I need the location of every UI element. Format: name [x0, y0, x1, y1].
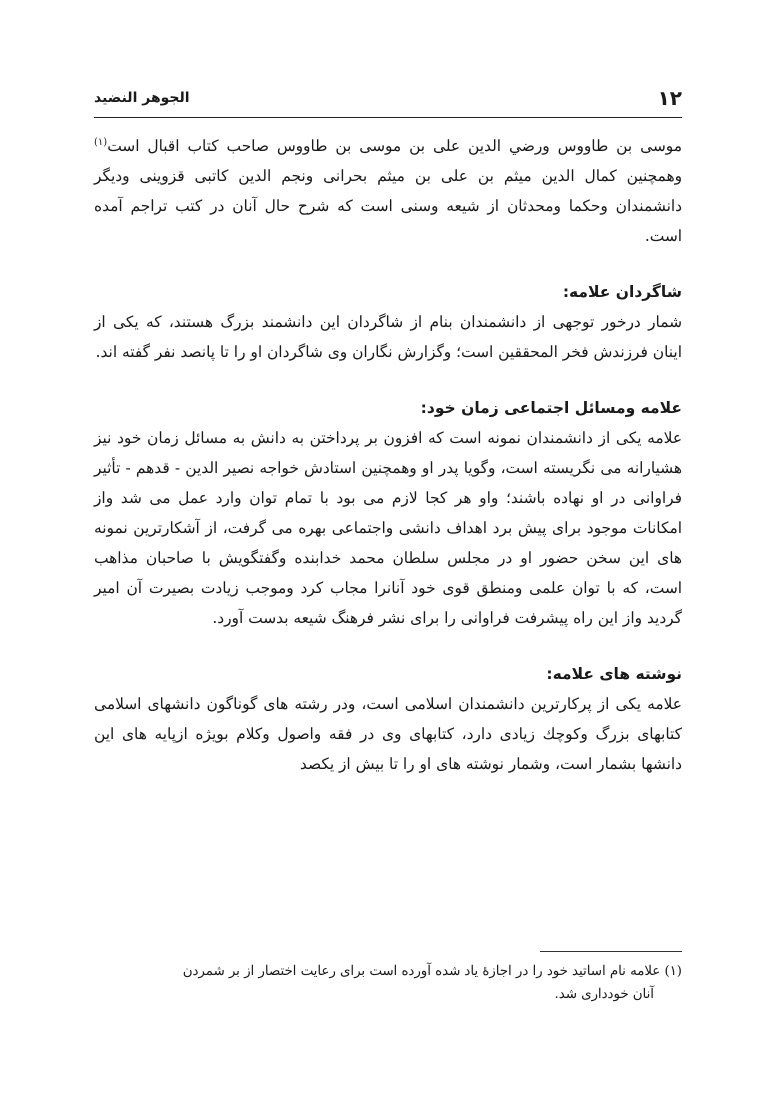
- footnote-text-line1: علامه نام اساتيد خود را در اجازۀ ياد شده آورده است براى رعايت اختصار از بر شمردن: [182, 964, 661, 979]
- intro-paragraph: [94, 131, 682, 251]
- section-heading-writings: نوشته هاى علامه:: [546, 665, 682, 683]
- section-paragraph-writings: علامه يكى از پركارترين دانشمندان اسلامى است، ودر رشته هاى گوناگون دانشهاى اسلامى كتابهاى بزرگ وكوچك زيادى دارد، كتابهاى وى در فقه واصول وكلام بويژه ازپايه هاى اين دانشها بشمار است، وشمار نوشته هاى او را تا بيش از يكصد: [94, 695, 682, 773]
- section-heading-students: شاگردان علامه:: [562, 283, 682, 301]
- section-heading-social-issues: علامه ومسائل اجتماعى زمان خود:: [420, 399, 682, 417]
- footnote-mark: (١): [664, 964, 682, 979]
- running-title: الجوهر النضيد: [94, 90, 190, 106]
- footnote-line: [94, 960, 682, 983]
- intro-text-start: موسى بن طاووس ورضي الدين على بن موسى بن طاووس صاحب كتاب اقبال است: [107, 137, 682, 155]
- page-header: [94, 86, 682, 114]
- section-paragraph-social-issues: علامه يكى از دانشمندان نمونه است كه افزون بر پرداختن به دانش به مسائل زمان خود نيز هشيارانه مى نگريسته است، وگويا پدر او وهمچنين استادش خواجه نصير الدين - قدهم - تأثير فراوانى در او نهاده باشند؛ واو هر كجا لازم مى بود با تمام توان وارد عمل مى شد واز امكانات موجود براى پيش برد اهداف دانشى واجتماعى بهره مى گرفت، از آشكارترين نمونه هاى اين سخن حضور او در مجلس سلطان محمد خدابنده وگفتگويش با صاحبان مذاهب است، كه با توان علمى ومنطق قوى خود آنانرا مجاب كرد وموجب زيادت بصيرت آن امير گرديد واز اين راه پيشرفت فراوانى را براى نشر فرهنگ شيعه بدست آورد.: [94, 429, 682, 627]
- header-divider: [94, 117, 682, 118]
- main-text: [94, 131, 682, 779]
- page-number: ١٢: [657, 86, 682, 110]
- section-paragraph-students: شمار درخور توجهى از دانشمندان بنام از شاگردان اين دانشمند بزرگ هستند، كه يكى از اينان فرزندش فخر المحققين است؛ وگزارش نگاران وى شاگردان او را تا پانصد نفر گفته اند.: [94, 313, 682, 361]
- footnote-divider: [540, 951, 682, 952]
- footnote-reference: (١): [94, 136, 108, 148]
- footnote-continuation: آنان خوددارى شد.: [554, 987, 654, 1002]
- intro-text-end: وهمچنين كمال الدين ميثم بن على بن ميثم بحرانى ونجم الدين كاتبى قزوينى وديگر دانشمندان وحكما ومحدثان از شيعه وسنى است كه شرح حال آنان در كتب تراجم آمده است.: [94, 167, 682, 245]
- footnotes: [94, 960, 682, 1006]
